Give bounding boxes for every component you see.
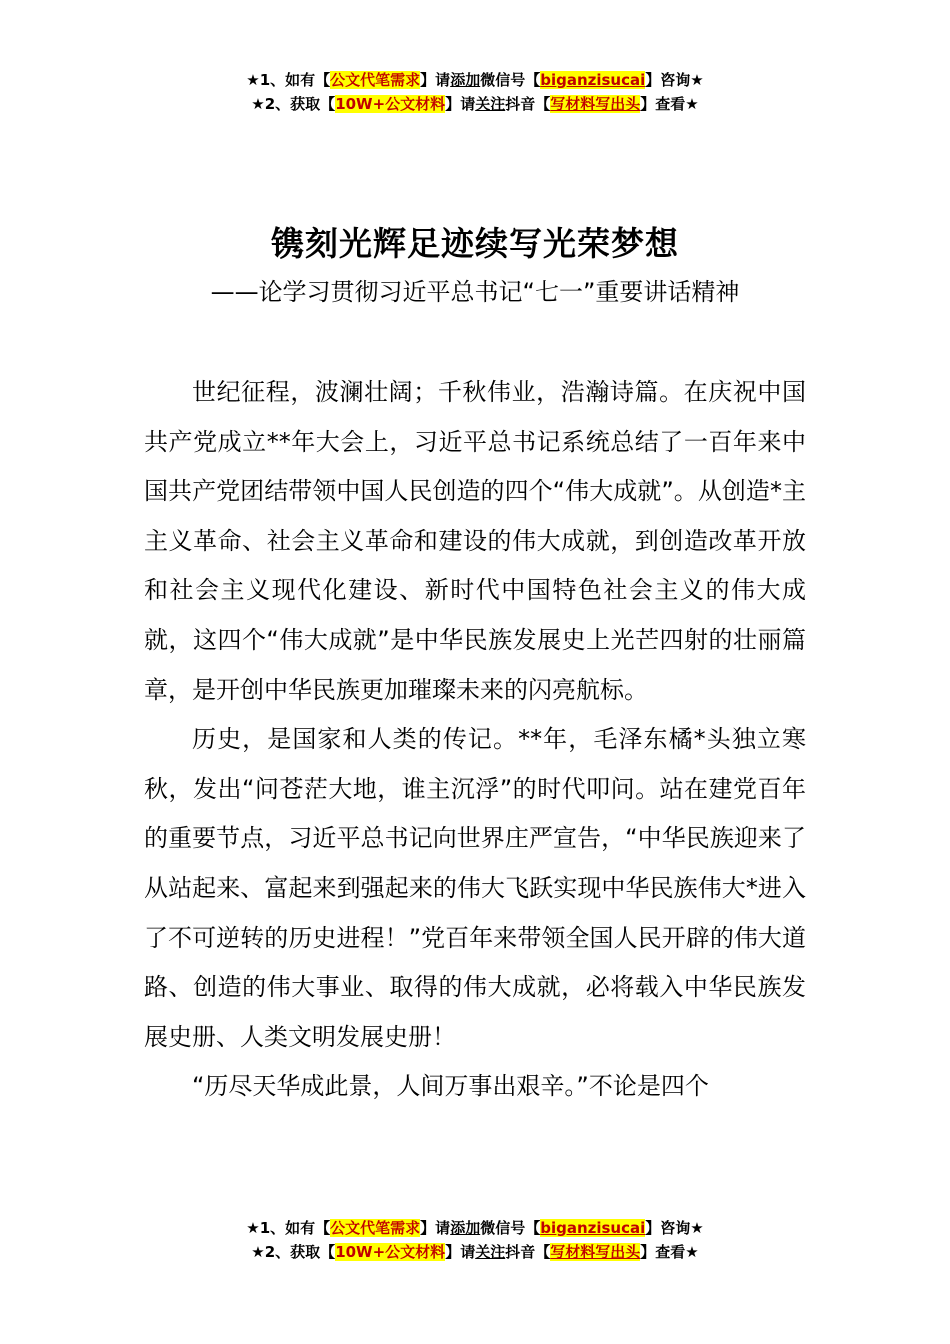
promo-text: 微信号【 — [480, 71, 541, 89]
document-title: 镌刻光辉足迹续写光荣梦想 — [271, 224, 679, 263]
promo-highlight: 公文代笔需求 — [330, 71, 421, 89]
promo-line-2 — [0, 92, 950, 116]
promo-text: 微信号【 — [480, 1219, 541, 1237]
promo-wechat-id: biganzisucai — [540, 1219, 646, 1237]
promo-highlight: 10W+公文材料 — [335, 1243, 446, 1261]
promo-wechat-id: biganzisucai — [540, 71, 646, 89]
promo-text: 】请 — [420, 1219, 451, 1237]
promo-highlight: 公文代笔需求 — [330, 1219, 421, 1237]
promo-douyin-id: 写材料写出头 — [550, 1243, 641, 1261]
promo-underlined: 添加 — [450, 1219, 481, 1237]
promo-line-1 — [0, 1216, 950, 1240]
promo-underlined: 关注 — [475, 95, 506, 113]
promo-highlight: 10W+公文材料 — [335, 95, 446, 113]
paragraph: 世纪征程，波澜壮阔；千秋伟业，浩瀚诗篇。在庆祝中国共产党成立**年大会上，习近平总书记系统总结了一百年来中国共产党团结带领中国人民创造的四个“伟大成就”。从创造*主主义革命、社会主义革命和建设的伟大成就，到创造改革开放和社会主义现代化建设、新时代中国特色社会主义的伟大成就，这四个“伟大成就”是中华民族发展史上光芒四射的壮丽篇章，是开创中华民族更加璀璨未来的闪亮航标。 — [144, 378, 806, 704]
promo-line-1 — [0, 68, 950, 92]
promo-underlined: 添加 — [450, 71, 481, 89]
promo-text: 】请 — [420, 71, 451, 89]
promo-text: ★2、获取【 — [251, 1243, 336, 1261]
promo-text: 】请 — [445, 1243, 476, 1261]
paragraph: “历尽天华成此景，人间万事出艰辛。”不论是四个 — [192, 1072, 709, 1101]
document-subtitle: ——论学习贯彻习近平总书记“七一”重要讲话精神 — [210, 278, 740, 306]
promo-text: ★1、如有【 — [246, 71, 331, 89]
promo-line-2 — [0, 1240, 950, 1264]
promo-underlined: 关注 — [475, 1243, 506, 1261]
promo-text: 】请 — [445, 95, 476, 113]
promo-text: 抖音【 — [505, 1243, 551, 1261]
promo-text: ★2、获取【 — [251, 95, 336, 113]
promo-text: 】查看★ — [640, 95, 699, 113]
promo-banner-bottom — [0, 1216, 950, 1264]
promo-text: ★1、如有【 — [246, 1219, 331, 1237]
promo-text: 】咨询★ — [645, 1219, 704, 1237]
document-body — [144, 368, 806, 1112]
promo-douyin-id: 写材料写出头 — [550, 95, 641, 113]
paragraph: 历史，是国家和人类的传记。**年，毛泽东橘*头独立寒秋，发出“问苍茫大地，谁主沉浮”的时代叩问。站在建党百年的重要节点，习近平总书记向世界庄严宣告，“中华民族迎来了从站起来、富起来到强起来的伟大飞跃实现中华民族伟大*进入了不可逆转的历史进程！”党百年来带领全国人民开辟的伟大道路、创造的伟大事业、取得的伟大成就，必将载入中华民族发展史册、人类文明发展史册！ — [144, 725, 806, 1051]
promo-text: 】咨询★ — [645, 71, 704, 89]
promo-text: 抖音【 — [505, 95, 551, 113]
promo-text: 】查看★ — [640, 1243, 699, 1261]
promo-banner-top — [0, 68, 950, 116]
